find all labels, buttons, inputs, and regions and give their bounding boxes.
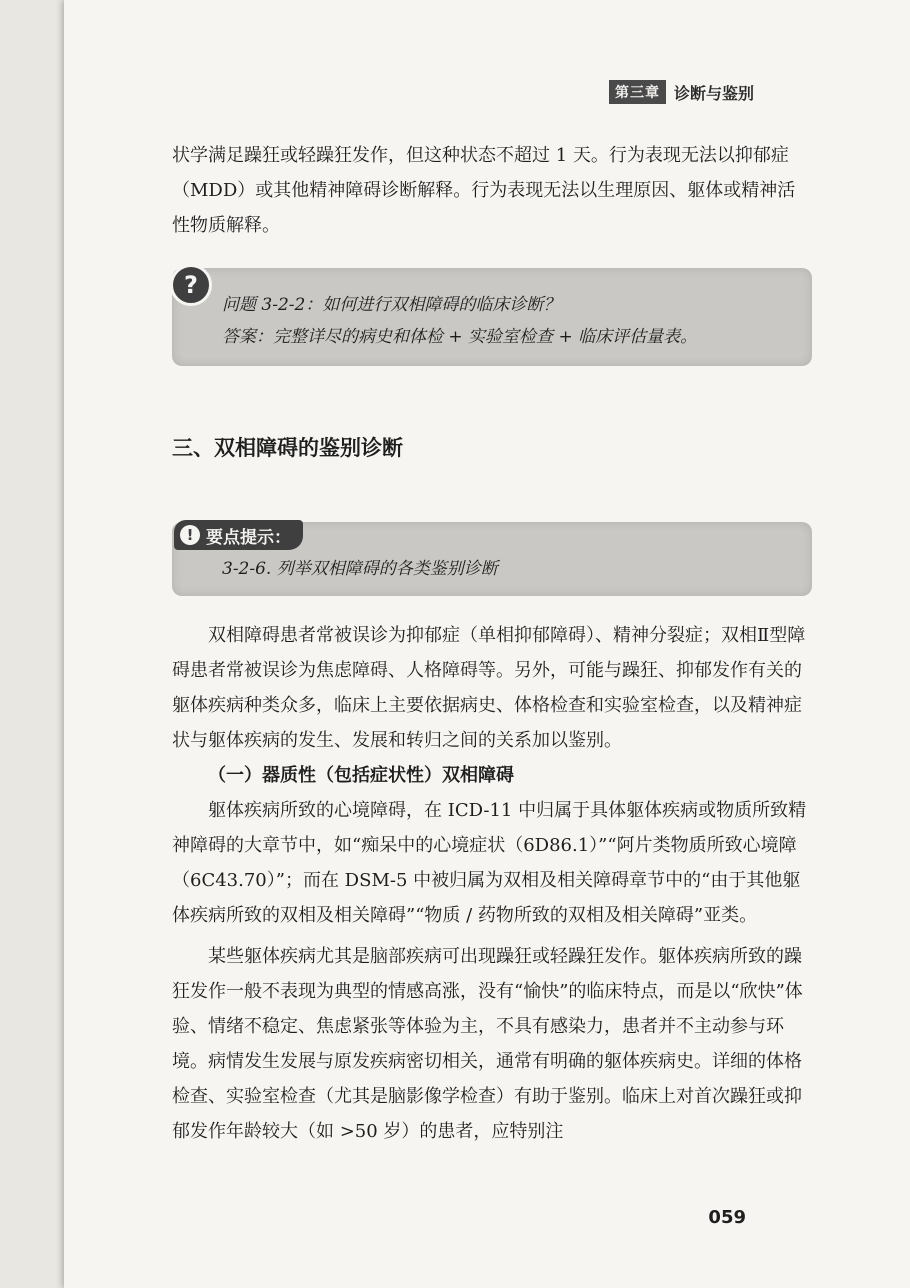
key-point-box: [172, 522, 812, 596]
paragraph-3: 某些躯体疾病尤其是脑部疾病可出现躁狂或轻躁狂发作。躯体疾病所致的躁狂发作一般不表现为典型的情感高涨，没有“愉快”的临床特点，而是以“欣快”体验、情绪不稳定、焦虑紧张等体验为主，不具有感染力，患者并不主动参与环境。病情发生发展与原发疾病密切相关，通常有明确的躯体疾病史。详细的体格检查、实验室检查（尤其是脑影像学检查）有助于鉴别。临床上对首次躁狂或抑郁发作年龄较大（如 >50 岁）的患者，应特别注: [172, 946, 803, 1142]
intro-paragraph: [172, 138, 812, 243]
exclamation-icon: !: [180, 525, 200, 545]
question-box: [172, 268, 812, 366]
chapter-badge: 第三章: [609, 80, 666, 104]
key-point-badge: [174, 520, 303, 550]
answer-text: 答案：完整详尽的病史和体检 + 实验室检查 + 临床评估量表。: [222, 327, 698, 347]
subheading: （一）器质性（包括症状性）双相障碍: [208, 765, 514, 786]
key-point-label: 要点提示：: [206, 527, 291, 548]
key-point-text: 3-2-6. 列举双相障碍的各类鉴别诊断: [222, 559, 498, 579]
intro-text: 状学满足躁狂或轻躁狂发作，但这种状态不超过 1 天。行为表现无法以抑郁症（MDD）或其他精神障碍诊断解释。行为表现无法以生理原因、躯体或精神活性物质解释。: [172, 145, 796, 236]
paragraph-1: 双相障碍患者常被误诊为抑郁症（单相抑郁障碍）、精神分裂症；双相Ⅱ型障碍患者常被误诊为焦虑障碍、人格障碍等。另外，可能与躁狂、抑郁发作有关的躯体疾病种类众多，临床上主要依据病史、体格检查和实验室检查，以及精神症状与躯体疾病的发生、发展和转归之间的关系加以鉴别。: [172, 625, 806, 751]
section-title: 三、双相障碍的鉴别诊断: [172, 436, 403, 460]
running-header: [609, 80, 754, 104]
paragraph-2: 躯体疾病所致的心境障碍，在 ICD-11 中归属于具体躯体疾病或物质所致精神障碍的大章节中，如“痴呆中的心境症状（6D86.1）”“阿片类物质所致心境障（6C43.70）”；而在 DSM-5 中被归属为双相及相关障碍章节中的“由于其他躯体疾病所致的双相及相关障碍”“物质 / 药物所致的双相及相关障碍”亚类。: [172, 800, 807, 926]
question-text: 问题 3-2-2：如何进行双相障碍的临床诊断？: [222, 295, 561, 315]
book-page: [64, 0, 910, 1288]
header-title: 诊断与鉴别: [673, 83, 754, 103]
body-text: [172, 618, 812, 1149]
page-number: 059: [708, 1207, 746, 1228]
question-icon: ?: [170, 264, 212, 306]
